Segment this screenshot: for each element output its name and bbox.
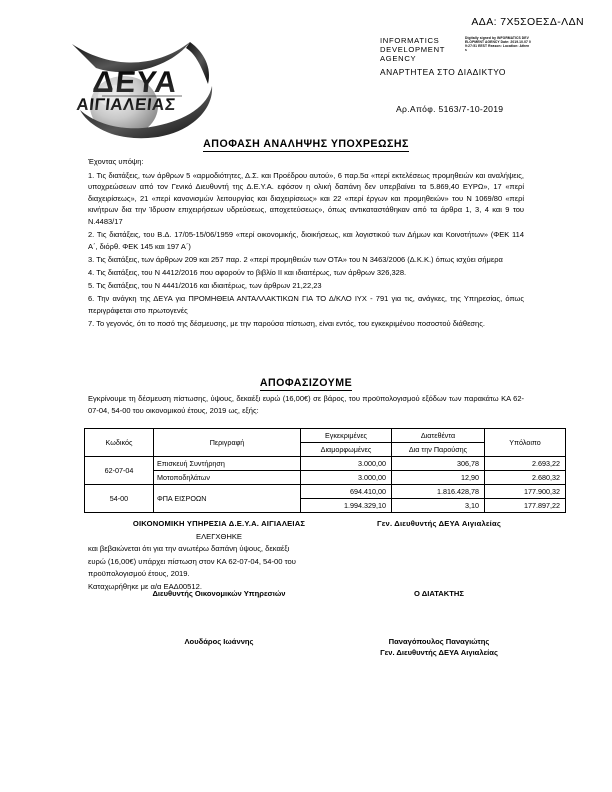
protocol-number: Αρ.Απόφ. 5163/7-10-2019 [396,104,504,114]
col-header-description: Περιγραφή [154,429,301,457]
finance-department-header: ΟΙΚΟΝΟΜΙΚΗ ΥΠΗΡΕΣΙΑ Δ.Ε.Υ.Α. ΑΙΓΙΑΛΕΙΑΣ [132,519,306,528]
verification-line-3: προϋπολογισμού έτους, 2019. [88,569,190,579]
general-director-header-block [350,518,528,531]
decision-text: Εγκρίνουμε τη δέσμευση πίστωσης, ύψους, δεκαέξι ευρώ (16,00€) σε βάρος, του προϋπολογισμού εξόδων των παρακάτω ΚΑ 62-07-04, 54-00 του οικονομικού έτους, 2019 ως, εξής: [88,394,524,415]
signature-right-title: Γεν. Διευθυντής ΔΕΥΑ Αιγιαλείας [380,648,498,658]
anartitea-label: ΑΝΑΡΤΗΤΕΑ ΣΤΟ ΔΙΑΔΙΚΤΥΟ [380,66,506,77]
cell-available: 306,78 [392,457,485,471]
cell-available-2: 12,90 [392,471,485,485]
checked-label: ΕΛΕΓΧΘΗΚΕ [196,531,242,541]
col-header-available: Διατεθέντα [392,429,485,443]
cell-approved-2: 1.994.329,10 [301,499,392,513]
deya-aigialeias-logo [62,34,242,142]
verification-section [88,518,528,594]
clause-3: 3. Τις διατάξεις, των άρθρων 209 και 257 παρ. 2 «περί προμηθειών των ΟΤΑ» του Ν 3463/2006 (Δ.Κ.Κ.) όπως ισχύει σήμερα [88,254,503,264]
cell-available-2: 3,10 [392,499,485,513]
cell-available: 1.816.428,78 [392,485,485,499]
col-subheader-approved: Διαμορφωμένες [301,443,392,457]
col-header-approved: Εγκεκριμένες [301,429,392,443]
cell-description-line1: ΦΠΑ ΕΙΣΡΟΩΝ [154,485,301,513]
verification-line-2: ευρώ (16,00€) υπάρχει πίστωση στον ΚΑ 62-07-04, 54-00 του [88,556,296,566]
cell-approved: 694.410,00 [301,485,392,499]
ida-digital-signature-stamp [380,36,590,64]
cell-remaining: 177.900,32 [485,485,566,499]
signature-role-row [88,588,528,600]
table-head [85,429,566,457]
clauses-section [88,156,524,331]
clause-5: 5. Τις διατάξεις, του Ν 4441/2016 και ιδιαιτέρως, των άρθρων 21,22,23 [88,280,322,290]
col-header-code: Κωδικός [85,429,154,457]
svg-text:ΔΕΥΑ: ΔΕΥΑ [91,66,180,99]
verification-header-row [88,518,528,543]
decision-heading [0,377,612,389]
budget-table-wrapper [84,428,560,513]
ida-signature-detail: Digitally signed by INFORMATICS DEVELOPMENT AGENCY Date: 2019.10.07 09:27:51 EEST Reason: Location: Athens [465,36,531,53]
table-body [85,457,566,513]
verification-line-1: και βεβαιώνεται ότι για την ανωτέρω δαπάνη ύψους, δεκαέξι [88,544,290,554]
clause-6: 6. Την ανάγκη της ΔΕΥΑ για ΠΡΟΜΗΘΕΙΑ ΑΝΤΑΛΛΑΚΤΙΚΩΝ ΓΙΑ ΤΟ Δ/ΚΛΟ ΙΥΧ - 791 για τις, ανάγκες, της Υπηρεσίας, όπως περιγράφεται στο πρωτογενές [88,294,524,315]
page-title-text: ΑΠΟΦΑΣΗ ΑΝΑΛΗΨΗΣ ΥΠΟΧΡΕΩΣΗΣ [203,138,409,150]
ada-number: ΑΔΑ: 7Χ5ΣΟΕΣΔ-ΛΔΝ [471,16,584,28]
signature-section [88,588,528,659]
cell-remaining-2: 177.897,22 [485,499,566,513]
cell-description-line2: Μοτοποδηλάτων [154,471,301,485]
signature-left-name: Λουδάρος Ιωάννης [184,636,254,646]
col-header-remaining: Υπόλοιπο [485,429,566,457]
signature-name-row [88,636,528,659]
signature-right-role: Ο ΔΙΑΤΑΚΤΗΣ [414,589,464,598]
decision-heading-text: ΑΠΟΦΑΣΙΖΟΥΜΕ [259,377,353,389]
finance-department-block [88,518,350,543]
cell-code: 54-00 [85,485,154,513]
registration-line: Καταχωρήθηκε με α/α ΕΑΔ00512. [88,581,202,591]
table-row [85,471,566,485]
signature-left-role: Διευθυντής Οικονομικών Υπηρεσιών [152,589,286,598]
cell-approved: 3.000,00 [301,457,392,471]
cell-code: 62-07-04 [85,457,154,485]
general-director-header: Γεν. Διευθυντής ΔΕΥΑ Αιγιαλείας [376,519,502,528]
table-row [85,457,566,471]
ida-agency-name: INFORMATICS DEVELOPMENT AGENCY [380,36,445,64]
cell-remaining-2: 2.680,32 [485,471,566,485]
signature-right-block [350,636,528,659]
header-right-block [380,36,590,77]
cell-approved-2: 3.000,00 [301,471,392,485]
svg-text:ΑΙΓΙΑΛΕΙΑΣ: ΑΙΓΙΑΛΕΙΑΣ [75,95,177,114]
signature-right-name: Παναγόπουλος Παναγιώτης [388,636,490,646]
table-row [85,485,566,499]
clause-2: 2. Τις διατάξεις, του Β.Δ. 17/05-15/06/1959 «περί οικονομικής, διοικήσεως, και λογιστικού των Δήμων και Κοινοτήτων» (ΦΕΚ 114 Α΄, διόρθ. ΦΕΚ 145 και 197 Α΄) [88,230,524,251]
clause-4: 4. Τις διατάξεις, του Ν 4412/2016 που αφορούν το βιβλίο ΙΙ και ιδιαιτέρως, των άρθρων 326,328. [88,267,407,277]
table-header-row-main [85,429,566,443]
budget-table [84,428,566,513]
col-subheader-available: Δια την Παρούσης [392,443,485,457]
cell-remaining: 2.693,22 [485,457,566,471]
cell-description-line1: Επισκευή Συντήρηση [154,457,301,471]
clause-7: 7. Το γεγονός, ότι το ποσό της δέσμευσης, με την παρούσα πίστωση, είναι εντός, του εγκεκριμένου ποσοστού διάθεσης. [88,318,485,328]
decision-paragraph [88,393,524,417]
page-title [0,138,612,150]
intro-line: Έχοντας υπόψη: [88,157,144,166]
clause-1: 1. Τις διατάξεις, των άρθρων 5 «αρμοδιότητες, Δ.Σ. και Προέδρου αυτού», 6 παρ.5α «περί εκτελέσεως προμηθειών και αναλήψεις, υποχρεώσεων από τον Γενικό Διευθυντή της Δ.Ε.Υ.Α. εφόσον η ολική δαπάνη δεν υπερβαίνει τα 5.869,40 ΕΥΡΩ», 17 «περί διαχειρίσεως», 21 «περί κανονισμών λειτουργίας και διαχειρίσεως» και 22 «περί έργων και προμηθειών» του Ν 1069/80 «περί κινήτρων δια την Ίδρυσιν επιχειρήσεων υδρεύσεως, αποχετεύσεως», όπως αντικαταστάθηκαν από τα άρθρα 1, 3, 4 και 9 του Ν.4483/17 [88,170,524,226]
